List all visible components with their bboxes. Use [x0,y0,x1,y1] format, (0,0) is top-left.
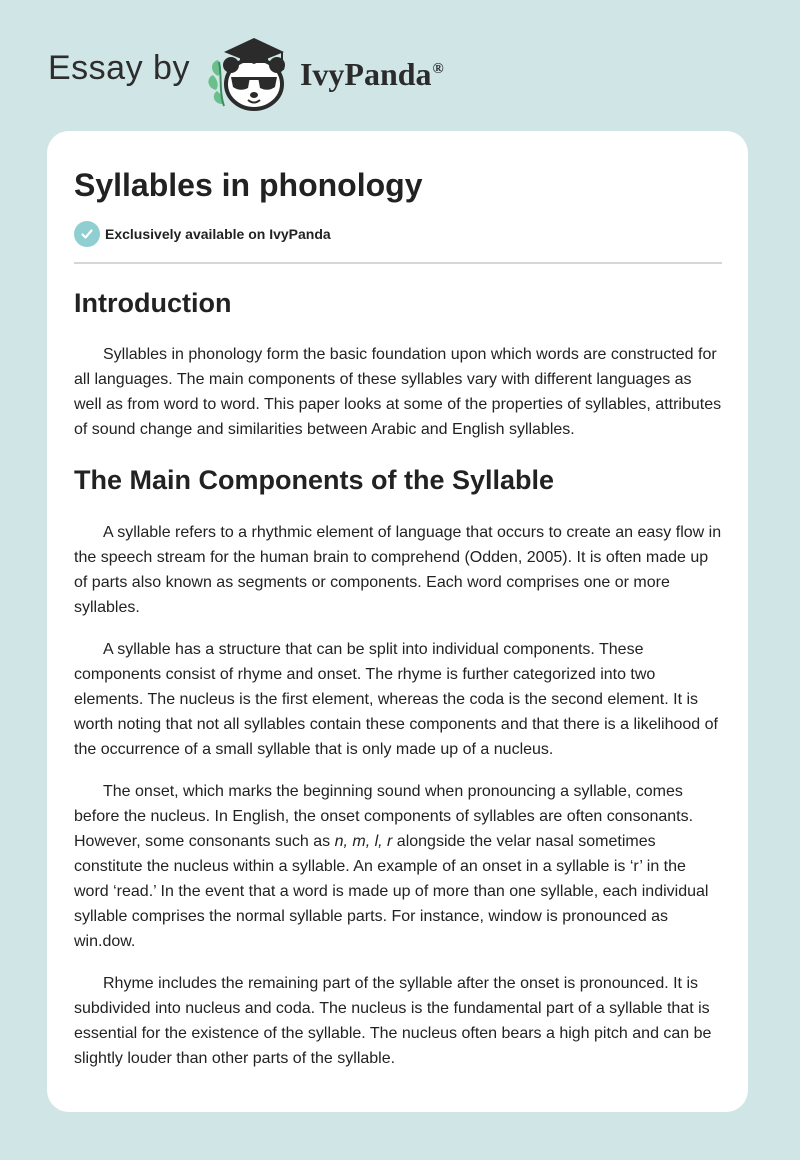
registered-mark: ® [432,60,444,77]
exclusive-label: Exclusively available on IvyPanda [105,226,331,242]
consonant-examples: n, m, l, r [334,833,393,850]
brand-name[interactable] [300,56,444,93]
paragraph: A syllable has a structure that can be split into individual components. These components consist of rhyme and onset. The rhyme is further categorized into two elements. The nucleus is the first element, whereas the coda is the second element. It is worth noting that not all syllables contain these components and that there is a likelihood of the occurrence of a small syllable that is only made up of a nucleus. [74,641,718,758]
paragraph: Syllables in phonology form the basic foundation upon which words are constructed for all languages. The main components of these syllables vary with different languages as well as from word to word. This paper looks at some of the properties of syllables, attributes of sound change and similarities between Arabic and English syllables. [74,346,722,438]
check-icon [74,221,100,247]
paragraph-text: The onset, which marks the beginning sound when pronouncing a syllable, comes before the nucleus. In English, the onset components of syllables are often consonants. However, some consonants such as [74,783,694,850]
site-header [48,32,444,112]
divider [74,262,722,264]
section-heading-main-components: The Main Components of the Syllable [74,465,555,495]
brand-prefix: Essay by [48,48,190,87]
essay-card [47,131,748,1112]
section-heading-introduction: Introduction [74,288,232,318]
paragraph: A syllable refers to a rhythmic element of language that occurs to create an easy flow in the speech stream for the human brain to comprehend (Odden, 2005). It is often made up of parts also known as segments or components. Each word comprises one or more syllables. [74,524,722,616]
paragraph [74,779,722,954]
paragraph: Rhyme includes the remaining part of the syllable after the onset is pronounced. It is subdivided into nucleus and coda. The nucleus is the fundamental part of a syllable that is essential for the existence of the syllable. The nucleus often bears a high pitch and can be slightly louder than other parts of the syllable. [74,975,712,1067]
brand-name-text: IvyPanda [299,55,432,92]
exclusive-badge [74,221,722,247]
page-title: Syllables in phonology [74,167,423,203]
ivypanda-logo-icon[interactable] [204,32,296,112]
paragraph-text: alongside the velar nasal sometimes constitute the nucleus within a syllable. An example of an onset in a syllable is ‘r’ in the word ‘read.’ In the event that a word is made up of more than one syllable, each individual syllable comprises the normal syllable parts. For instance, window is pronounced as win.dow. [74,833,709,950]
